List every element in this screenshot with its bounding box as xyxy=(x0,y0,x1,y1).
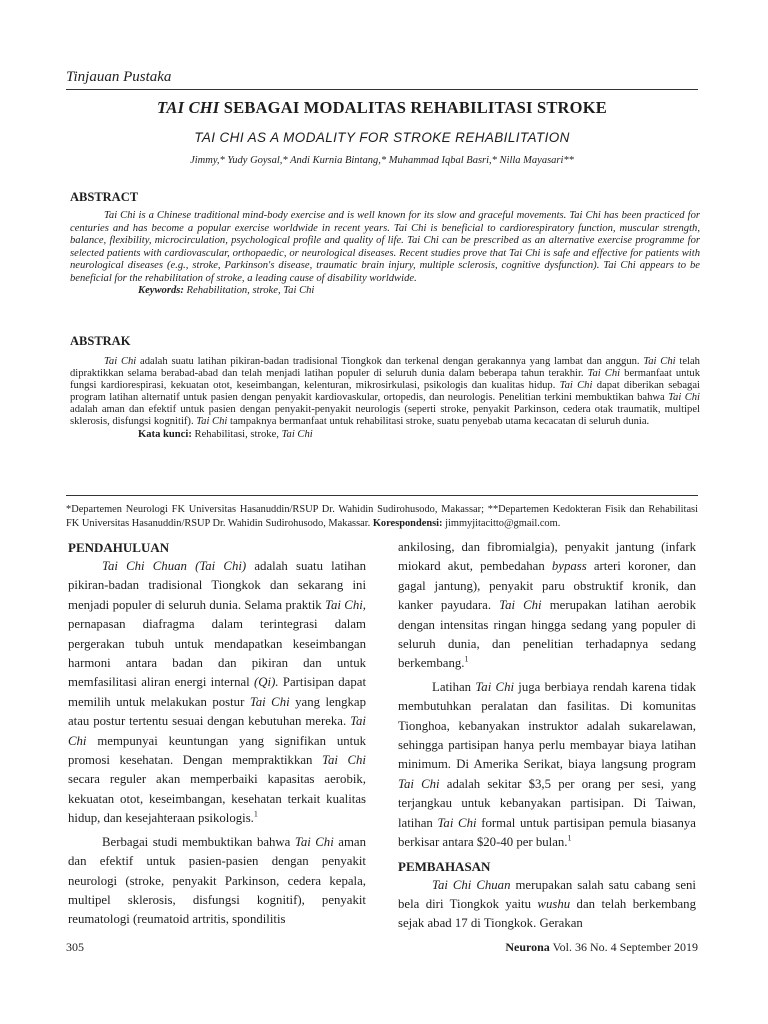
text-run: adalah sekitar $3,5 per orang per sesi, yang terjangkau untuk kebanyakan partisipan. Di Taiwan, latihan xyxy=(398,776,697,830)
text-run: merupakan salah satu cabang seni bela diri Tiongkok yaitu xyxy=(398,877,696,911)
term-tai-chi: Tai Chi xyxy=(668,392,700,404)
author-list: Jimmy,* Yudy Goysal,* Andi Kurnia Bintang,* Muhammad Iqbal Basri,* Nilla Mayasari** xyxy=(190,155,574,166)
kata-kunci xyxy=(70,429,700,441)
text-run: arteri koroner, dan gagal jantung), penyakit paru obstruktif kronik, dan kanker payudara. xyxy=(398,559,696,613)
abstrak-body xyxy=(70,356,700,429)
abstract-heading: ABSTRACT xyxy=(70,190,139,204)
italic-term: Tai Chi, xyxy=(325,597,366,612)
kata-kunci-label: Kata kunci: xyxy=(138,428,192,440)
text-run: yang lengkap atau postur tertentu sesuai dengan kebutuhan mereka. xyxy=(68,694,366,729)
footnote-divider xyxy=(66,495,698,496)
section-label: Tinjauan Pustaka xyxy=(66,69,172,85)
affiliation-footnote xyxy=(66,503,698,530)
italic-term: wushu xyxy=(537,896,571,911)
text-run: aman dan efektif untuk pasien-pasien dengan penyakit neurologi (stroke, penyakit Parkinson, cedera kepala, multipel sklerosis, disfungsi kognitif), penyakit reumatologi (reumatoid artritis, spondilitis xyxy=(68,834,366,927)
paragraph xyxy=(68,557,366,829)
term-tai-chi: Tai Chi xyxy=(104,356,137,367)
body-column-left xyxy=(68,538,366,930)
abstrak-text: telah dipraktikkan selama berabad-abad dan telah menjadi latihan populer di seluruh dunia dalam beberapa tahun terakhir. xyxy=(70,356,700,380)
abstract-english xyxy=(70,210,700,298)
citation-ref: 1 xyxy=(567,833,572,843)
paragraph xyxy=(398,538,696,674)
paragraph xyxy=(398,678,696,853)
abstrak-text: dapat diberikan sebagai program latihan alternatif untuk pasien dengan penyakit kardiovaskular, ortopedis, dan neurologis. Penelitian terkini membuktikan bahwa xyxy=(70,380,700,404)
article-title xyxy=(66,98,698,118)
text-run: ankilosing, dan fibromialgia), penyakit jantung (infark miokard akut, pembedahan xyxy=(398,540,696,574)
abstrak-heading: ABSTRAK xyxy=(70,334,131,348)
text-run: secara reguler akan memperbaiki kapasitas aerobik, kekuatan otot, keseimbangan, kesehatan terkait kualitas hidup, dan kesejahteraan psikologis. xyxy=(68,772,366,826)
term-tai-chi: Tai Chi xyxy=(559,380,593,392)
title-rest: SEBAGAI MODALITAS REHABILITASI STROKE xyxy=(219,98,607,117)
citation-ref: 1 xyxy=(464,655,469,665)
abstrak-text: tampaknya bermanfaat untuk rehabilitasi stroke, suatu penyebab utama kecacatan di seluruh dunia. xyxy=(227,416,650,428)
journal-citation xyxy=(505,940,698,955)
term-tai-chi: Tai Chi xyxy=(643,356,676,367)
journal-name: Neurona xyxy=(505,940,550,954)
italic-term: Tai Chi xyxy=(475,679,515,694)
text-run: merupakan latihan aerobik dengan intensitas ringan hingga sedang yang populer di seluruh dunia, dan penelitian terhadapnya sedang berkembang. xyxy=(398,598,696,671)
italic-term: Tai Chi xyxy=(294,834,334,849)
text-run: formal untuk partisipan pemula biasanya berkisar antara $20-40 per bulan. xyxy=(398,815,696,850)
correspondence-label: Korespondensi: xyxy=(372,517,443,529)
text-run: pernapasan diafragma dalam terintegrasi dalam pergerakan tubuh untuk mendapatkan keseimbangan harmoni antara badan dan pikiran dan untuk memfasilitasi aliran energi internal xyxy=(68,617,366,690)
italic-term: Tai Chi Chuan (Tai Chi) xyxy=(102,559,247,573)
abstract-keywords xyxy=(70,285,700,298)
italic-term: Tai Chi xyxy=(437,815,477,830)
abstract-english-body: Tai Chi is a Chinese traditional mind-body exercise and is well known for its slow and graceful movements. Tai Chi has been practiced for centuries and has become a popular exercise worldwide in recent years. Tai Chi is beneficial to cardiorespiratory function, muscular strength, balance, flexibility, microcirculation, psychological profile and quality of life. Tai Chi can be prescribed as an alternative exercise programme for selected patients with cardiovascular, orthopaedic, or neurological diseases. Recent studies prove that Tai Chi is safe and effective for patients with neurological diseases (e.g., stroke, Parkinson's disease, traumatic brain injury, multiple sclerosis, cognitive dysfunction). Tai Chi appears to be beneficial for the rehabilitation of stroke, a leading cause of disability worldwide. xyxy=(70,210,700,284)
italic-term: Tai Chi xyxy=(322,753,366,768)
page-number: 305 xyxy=(66,940,84,954)
text-run: Berbagai studi membuktikan bahwa xyxy=(102,834,295,849)
header-divider xyxy=(66,89,698,90)
italic-term: (Qi). xyxy=(254,675,279,690)
italic-term: Tai Chi xyxy=(68,714,366,748)
abstract-indonesian xyxy=(70,356,700,441)
correspondence-email[interactable]: jimmyjitacitto@gmail.com. xyxy=(442,517,561,529)
keywords-values: Rehabilitation, stroke, Tai Chi xyxy=(183,285,315,297)
heading-pembahasan: PEMBAHASAN xyxy=(398,858,491,874)
italic-term: Tai Chi xyxy=(398,776,440,791)
italic-term: Tai Chi xyxy=(249,694,290,709)
abstrak-text: bermanfaat untuk fungsi kardiorespirasi, kekuatan otot, keseimbangan, kelenturan, mikrosirkulasi, psikologis dan kualitas hidup. xyxy=(70,368,700,392)
keywords-label: Keywords: xyxy=(138,285,184,297)
text-run: Latihan xyxy=(432,679,476,694)
citation-ref: 1 xyxy=(253,810,258,820)
term-tai-chi: Tai Chi xyxy=(587,368,621,380)
text-run: mempunyai keuntungan yang signifikan untuk promosi kesehatan. Dengan mempraktikkan xyxy=(68,733,366,768)
affiliation-text: *Departemen Neurologi FK Universitas Hasanuddin/RSUP Dr. Wahidin Sudirohusodo, Makassar; **Departemen Kedokteran Fisik dan Rehabilitasi FK Universitas Hasanuddin/RSUP Dr. Wahidin Sudirohusodo, Makassar. xyxy=(66,504,698,529)
abstrak-text: adalah suatu latihan pikiran-badan tradisional Tiongkok dan terkenal dengan gerakannya yang lambat dan anggun. xyxy=(136,356,644,367)
paragraph xyxy=(68,833,366,930)
italic-term: Tai Chi Chuan xyxy=(432,877,511,892)
title-italic-part: TAI CHI xyxy=(157,98,220,117)
kata-kunci-term: Tai Chi xyxy=(281,428,313,440)
article-subtitle: TAI CHI AS A MODALITY FOR STROKE REHABILITATION xyxy=(194,130,570,145)
text-run: Partisipan dapat memilih untuk melakukan postur xyxy=(68,675,366,709)
paragraph xyxy=(398,876,696,934)
text-run: adalah suatu latihan pikiran-badan tradisional Tiongkok dan sekarang ini menjadi populer di seluruh dunia. Selama praktik xyxy=(68,559,366,612)
journal-issue: Vol. 36 No. 4 September 2019 xyxy=(549,940,698,954)
text-run: juga berbiaya rendah karena tidak membutuhkan peralatan dan fasilitas. Di komunitas Tionghoa, kebanyakan instruktor adalah sukarelawan, sehingga partisipan hanya perlu membayar biaya latihan minimum. Di Amerika Serikat, biaya langsung program xyxy=(398,679,696,772)
italic-term: Tai Chi xyxy=(499,598,542,613)
abstrak-text: adalah aman dan efektif untuk pasien dengan penyakit-penyakit neurologis (seperti stroke, penyakit Parkinson, cedera otak traumatik, multipel sklerosis, disfungsi kognitif). xyxy=(70,404,700,428)
term-tai-chi: Tai Chi xyxy=(196,416,228,428)
text-run: dan telah berkembang sejak abad 17 di Tiongkok. Gerakan xyxy=(398,896,696,931)
italic-term: bypass xyxy=(551,559,587,574)
heading-pendahuluan: PENDAHULUAN xyxy=(68,540,170,555)
body-column-right xyxy=(398,538,696,934)
kata-kunci-values: Rehabilitasi, stroke, xyxy=(191,428,282,440)
